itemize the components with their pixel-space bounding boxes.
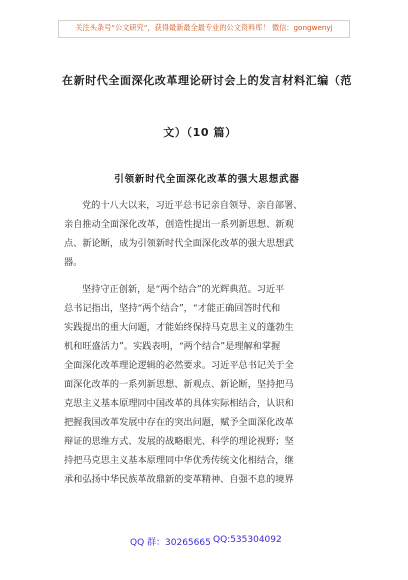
document-title-line-2: 文）（10 篇）: [163, 126, 237, 139]
paragraph-1-line: 器。: [64, 257, 83, 268]
paragraph-2-line: 持把马克思主义基本原理同中华优秀传统文化相结合，继: [64, 455, 294, 466]
header-banner-text: 关注头条号“公文研究”，获得最新最全最专业的公文资料库！ 微信：gongwenyj: [75, 23, 333, 32]
footer-qq-contact: QQ:535304092: [213, 535, 282, 545]
paragraph-1-line: 亲自推动全面深化改革，创造性提出一系列新思想、新观: [64, 219, 294, 230]
document-title-line-1: 在新时代全面深化改革理论研讨会上的发言材料汇编（范: [62, 74, 352, 87]
paragraph-2-line: 机和旺盛活力”。实践表明，“两个结合”是理解和掌握: [64, 341, 281, 352]
footer-qq-group: QQ 群：30265665: [130, 538, 211, 548]
paragraph-2-line: 承和弘扬中华民族革故鼎新的变革精神、自强不息的境界: [64, 474, 294, 485]
header-banner-box: [58, 20, 350, 38]
paragraph-1-line: 点、新论断，成为引领新时代全面深化改革的强大思想武: [64, 238, 294, 249]
paragraph-2-line: 总书记指出，坚持“两个结合”，“才能正确回答时代和: [64, 303, 281, 314]
paragraph-2-line: 面深化改革的一系列新思想、新观点、新论断，坚持把马: [64, 379, 294, 390]
paragraph-2-line: 辩证的思维方式、发展的战略眼光、科学的理论视野；坚: [64, 436, 294, 447]
paragraph-2-line: 全面深化改革理论逻辑的必然要求。习近平总书记关于全: [64, 360, 294, 371]
paragraph-2-line: 把握我国改革发展中存在的突出问题，赋予全面深化改革: [64, 417, 294, 428]
paragraph-2-line: 实践提出的重大问题，才能始终保持马克思主义的蓬勃生: [64, 322, 294, 333]
paragraph-2-line: 坚持守正创新，是“两个结合”的光辉典范。习近平: [82, 284, 285, 295]
paragraph-2-line: 克思主义基本原理同中国改革的具体实际相结合，认识和: [64, 398, 294, 409]
paragraph-1-line: 党的十八大以来，习近平总书记亲自领导、亲自部署、: [82, 200, 303, 211]
section-heading: 引领新时代全面深化改革的强大思想武器: [114, 174, 300, 185]
